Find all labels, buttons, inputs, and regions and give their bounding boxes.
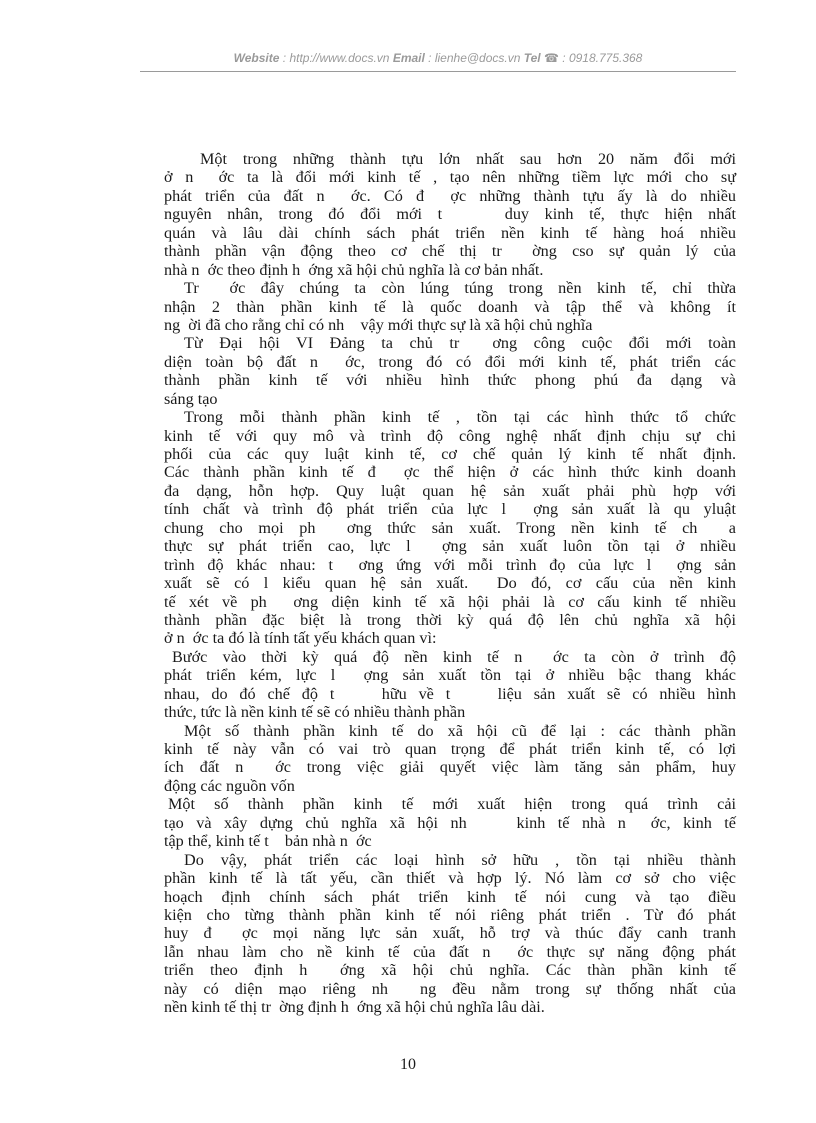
- paragraph: [164, 408, 736, 648]
- text-line: lẫn nhau làm cho nề kinh tế của đất n ớc thực sự năng động phát: [164, 942, 736, 961]
- text-line: kinh tế này vẫn có vai trò quan trọng để phát triển kinh tế, có lợi: [164, 740, 736, 758]
- paragraph: [164, 795, 736, 850]
- text-line: tạo và xây dựng chủ nghĩa xã hội nh kinh tế nhà n ớc, kinh tế: [164, 813, 736, 832]
- text-line: thành phần kinh tế với nhiều hình thức phong phú đa dạng và: [164, 371, 736, 390]
- paragraph: [164, 851, 736, 1017]
- text-line: ở n ớc ta là đổi mới kinh tế , tạo nên những tiềm lực mới cho sự: [164, 168, 736, 187]
- text-line: thức, tức là nền kinh tế sẽ có nhiều thành phần: [164, 703, 466, 722]
- text-line: đa dạng, hỗn hợp. Quy luật quan hệ sản xuất phải phù hợp với: [164, 481, 736, 500]
- email-value: : lienhe@docs.vn: [424, 51, 524, 65]
- text-line: quán và lâu dài chính sách phát triển nền kinh tế hàng hoá nhiều: [164, 223, 736, 242]
- text-line: Một trong những thành tựu lớn nhất sau hơn 20 năm đổi mới: [200, 150, 736, 168]
- text-line: chung cho mọi ph ơng thức sản xuất. Trong nền kinh tế ch a: [164, 518, 736, 537]
- text-line: trình độ khác nhau: t ơng ứng với mỗi trình đọ của lực l ợng sản: [164, 555, 736, 574]
- text-line: triển theo định h ớng xã hội chủ nghĩa. Các thàn phần kinh tế: [164, 961, 736, 980]
- page-header: [140, 51, 736, 65]
- text-line: phát triển kém, lực l ợng sản xuất tồn tại ở nhiều bậc thang khác: [164, 666, 736, 685]
- text-line: diện toàn bộ đất n ớc, trong đó có đổi mới kinh tế, phát triển các: [164, 352, 736, 371]
- text-line: nguyên nhân, trong đó đổi mới t duy kinh tế, thực hiện nhất: [164, 205, 736, 224]
- text-line: ng ời đã cho rằng chỉ có nh vậy mới thực sự là xã hội chủ nghĩa: [164, 315, 593, 334]
- text-line: nhau, do đó chế độ t hữu về t liệu sản xuất sẽ có nhiều hình: [164, 684, 736, 703]
- text-line: tập thể, kinh tế t bản nhà n ớc: [164, 832, 372, 851]
- text-line: xuất sẽ có l kiểu quan hệ sản xuất. Do đó, cơ cấu của nền kinh: [164, 574, 736, 593]
- text-line: Bước vào thời kỳ quá độ nền kinh tế n ớc ta còn ở trình độ: [172, 647, 736, 666]
- text-line: thành phần vận động theo cơ chế thị tr ờng cso sự quản lý của: [164, 242, 736, 261]
- text-line: hoạch định chính sách phát triển kinh tế nói cung và tạo điều: [164, 887, 736, 906]
- text-line: phần kinh tế là tất yếu, cần thiết và hợp lý. Nó làm cơ sở cho việc: [164, 869, 736, 888]
- text-line: thực sự phát triển cao, lực l ợng sản xuất luôn tồn tại ở nhiều: [164, 537, 736, 556]
- text-line: Do vậy, phát triển các loại hình sở hữu , tồn tại nhiều thành: [184, 850, 736, 869]
- text-line: tế xét về ph ơng diện kinh tế xã hội phải là cơ cấu kinh tế nhiều: [164, 592, 736, 611]
- text-line: sáng tạo: [164, 389, 218, 408]
- text-line: Các thành phần kinh tế đ ợc thể hiện ở các hình thức kinh doanh: [164, 463, 736, 482]
- text-line: nhà n ớc theo định h ớng xã hội chủ nghĩa là cơ bản nhất.: [164, 260, 544, 279]
- text-line: nền kinh tế thị tr ờng định h ớng xã hội chủ nghĩa lâu dài.: [164, 998, 545, 1017]
- text-line: kiện cho từng thành phần kinh tế nói riêng phát triển . Từ đó phát: [164, 905, 736, 924]
- tel-value: ☎ : 0918.775.368: [540, 51, 643, 65]
- email-label: Email: [392, 51, 425, 65]
- document-body: [164, 150, 736, 1017]
- text-line: Từ Đại hội VI Đảng ta chủ tr ơng công cuộc đổi mới toàn: [184, 334, 736, 353]
- text-line: Trong mỗi thành phần kinh tế , tồn tại các hình thức tổ chức: [184, 408, 736, 427]
- text-line: kinh tế với quy mô và trình độ công nghệ nhất định chịu sự chi: [164, 426, 736, 445]
- text-line: tính chất và trình độ phát triển của lực l ợng sản xuất là qu yluật: [164, 500, 736, 519]
- text-line: Tr ớc đây chúng ta còn lúng túng trong nền kinh tế, chỉ thừa: [184, 279, 736, 298]
- text-line: nhận 2 thàn phần kinh tế là quốc doanh và tập thể và không ít: [164, 297, 736, 316]
- text-line: Một số thành phần kinh tế do xã hội cũ để lại : các thành phần: [184, 721, 736, 740]
- text-line: huy đ ợc mọi năng lực sản xuất, hỗ trợ và thúc đẩy canh tranh: [164, 924, 736, 943]
- website-value: : http://www.docs.vn: [279, 51, 393, 65]
- tel-label: Tel: [523, 51, 541, 65]
- text-line: phát triển của đất n ớc. Có đ ợc những thành tựu ấy là do nhiều: [164, 186, 736, 205]
- text-line: ích đất n ớc trong việc giải quyết việc làm tăng sản phẩm, huy: [164, 758, 736, 777]
- paragraph: [164, 722, 736, 796]
- website-label: Website: [233, 51, 280, 65]
- text-line: thành phần đặc biệt là trong thời kỳ quá độ lên chủ nghĩa xã hội: [164, 610, 736, 629]
- text-line: Một số thành phần kinh tế mới xuất hiện trong quá trình cải: [168, 795, 736, 814]
- paragraph: [164, 279, 736, 334]
- paragraph: [164, 648, 736, 722]
- text-line: này có diện mạo riêng nh ng đều nằm trong sự thống nhất của: [164, 979, 736, 998]
- text-line: phối của các quy luật kinh tế, cơ chế quản lý kinh tế nhất định.: [164, 445, 736, 463]
- header-divider: [140, 71, 736, 72]
- paragraph: [164, 150, 736, 279]
- page-number: 10: [400, 1056, 416, 1073]
- text-line: ở n ớc ta đó là tính tất yếu khách quan vì:: [164, 629, 437, 648]
- paragraph: [164, 334, 736, 408]
- text-line: động các nguồn vốn: [164, 776, 295, 795]
